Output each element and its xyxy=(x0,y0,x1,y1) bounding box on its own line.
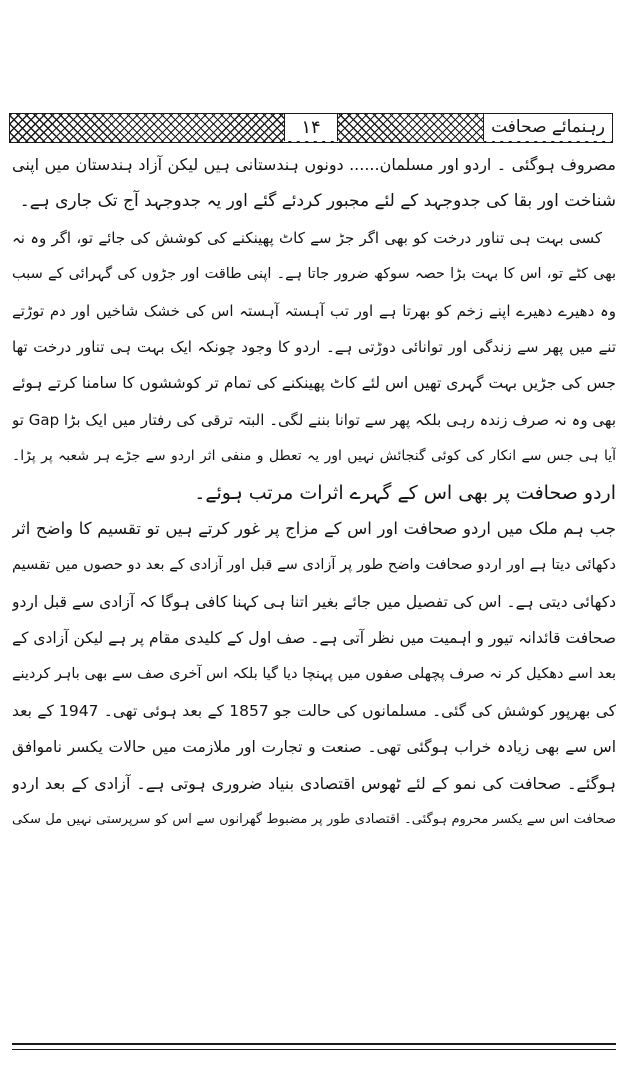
header-title: رہنمائے صحافت xyxy=(483,114,612,141)
text-line: صحافت قائدانہ تیور و اہمیت میں نظر آتی ہے۔ صف اول کے کلیدی مقام پر ہے لیکن آزادی کے xyxy=(12,629,616,648)
page-number: ۱۴ xyxy=(284,114,338,141)
text-line: تنے میں پھر سے زندگی اور توانائی دوڑتی ہے۔ اردو کا وجود چونکہ ایک بہت ہی تناور درخت تھا xyxy=(12,337,616,356)
text-line: دکھائی دیتا ہے اور اردو صحافت واضح طور پر آزادی سے قبل اور آزادی کے بعد دو حصوں میں تقسیم xyxy=(12,557,616,574)
text-line: مصروف ہوگئی ۔ اردو اور مسلمان...... دونوں ہندستانی ہیں لیکن آزاد ہندستان میں اپنی xyxy=(12,155,616,174)
text-line: کسی بہت ہی تناور درخت کو بھی اگر جڑ سے کاٹ پھینکنے کی کوشش کی جائے تو، اگر وہ نہ xyxy=(12,228,602,247)
text-line: اردو صحافت پر بھی اس کے گہرے اثرات مرتب ہوئے۔ xyxy=(194,481,616,504)
text-line: بھی کٹے تو، اس کا بہت بڑا حصہ سوکھ ضرور جاتا ہے۔ اپنی طاقت اور جڑوں کی گہرائی کے سبب xyxy=(12,266,616,283)
running-header xyxy=(9,113,613,143)
text-line: اس سے بھی زیادہ خراب ہوگئی تھی۔ صنعت و تجارت اور ملازمت میں حالات یکسر ناموافق xyxy=(12,738,616,757)
text-line: صحافت اس سے یکسر محروم ہوگئی۔ اقتصادی طور پر مضبوط گھرانوں سے اس کو سرپرستی نہیں مل سکی xyxy=(12,812,616,828)
text-line: وہ دھیرے دھیرے اپنے زخم کو بھرتا ہے اور تب آہستہ آہستہ اس کی خشک شاخیں اور دم توڑتے xyxy=(12,301,616,320)
text-line: بھی وہ نہ صرف زندہ رہی بلکہ پھر سے توانا بننے لگی۔ البتہ ترقی کی رفتار میں ایک بڑا Gap تو xyxy=(12,410,616,429)
text-line: دکھائی دیتی ہے۔ اس کی تفصیل میں جائے بغیر اتنا ہی کہنا کافی ہوگا کہ آزادی سے قبل اردو xyxy=(12,592,616,611)
text-line: کی بھرپور کوشش کی گئی۔ مسلمانوں کی حالت جو 1857 کے بعد ہوئی تھی۔ 1947 کے بعد xyxy=(12,701,616,720)
body-text xyxy=(12,147,616,838)
text-line: بعد اسے دھکیل کر نہ صرف پچھلی صفوں میں پہنچا دیا گیا بلکہ اس آخری صف سے بھی باہر کردینے xyxy=(12,666,616,683)
text-line: شناخت اور بقا کی جدوجہد کے لئے مجبور کردئے گئے اور یہ جدوجہد آج تک جاری ہے۔ xyxy=(19,191,616,212)
text-line: جس کی جڑیں بہت گہری تھیں اس لئے کاٹ پھینکنے کی تمام تر کوششوں کا سامنا کرتے ہوئے xyxy=(12,374,616,393)
text-line: ہوگئے۔ صحافت کی نمو کے لئے ٹھوس اقتصادی بنیاد ضروری ہوتی ہے۔ آزادی کے بعد اردو xyxy=(12,773,616,793)
footer-rule xyxy=(12,1043,616,1045)
text-line: آیا ہی جس سے انکار کی کوئی گنجائش نہیں اور یہ تعطل و منفی اثر اردو سے جڑے ہر شعبہ پر پڑا۔ xyxy=(12,448,616,465)
footer-rule xyxy=(12,1049,616,1050)
text-line: جب ہم ملک میں اردو صحافت اور اس کے مزاج پر غور کرتے ہیں تو تقسیم کا واضح اثر xyxy=(12,518,616,538)
